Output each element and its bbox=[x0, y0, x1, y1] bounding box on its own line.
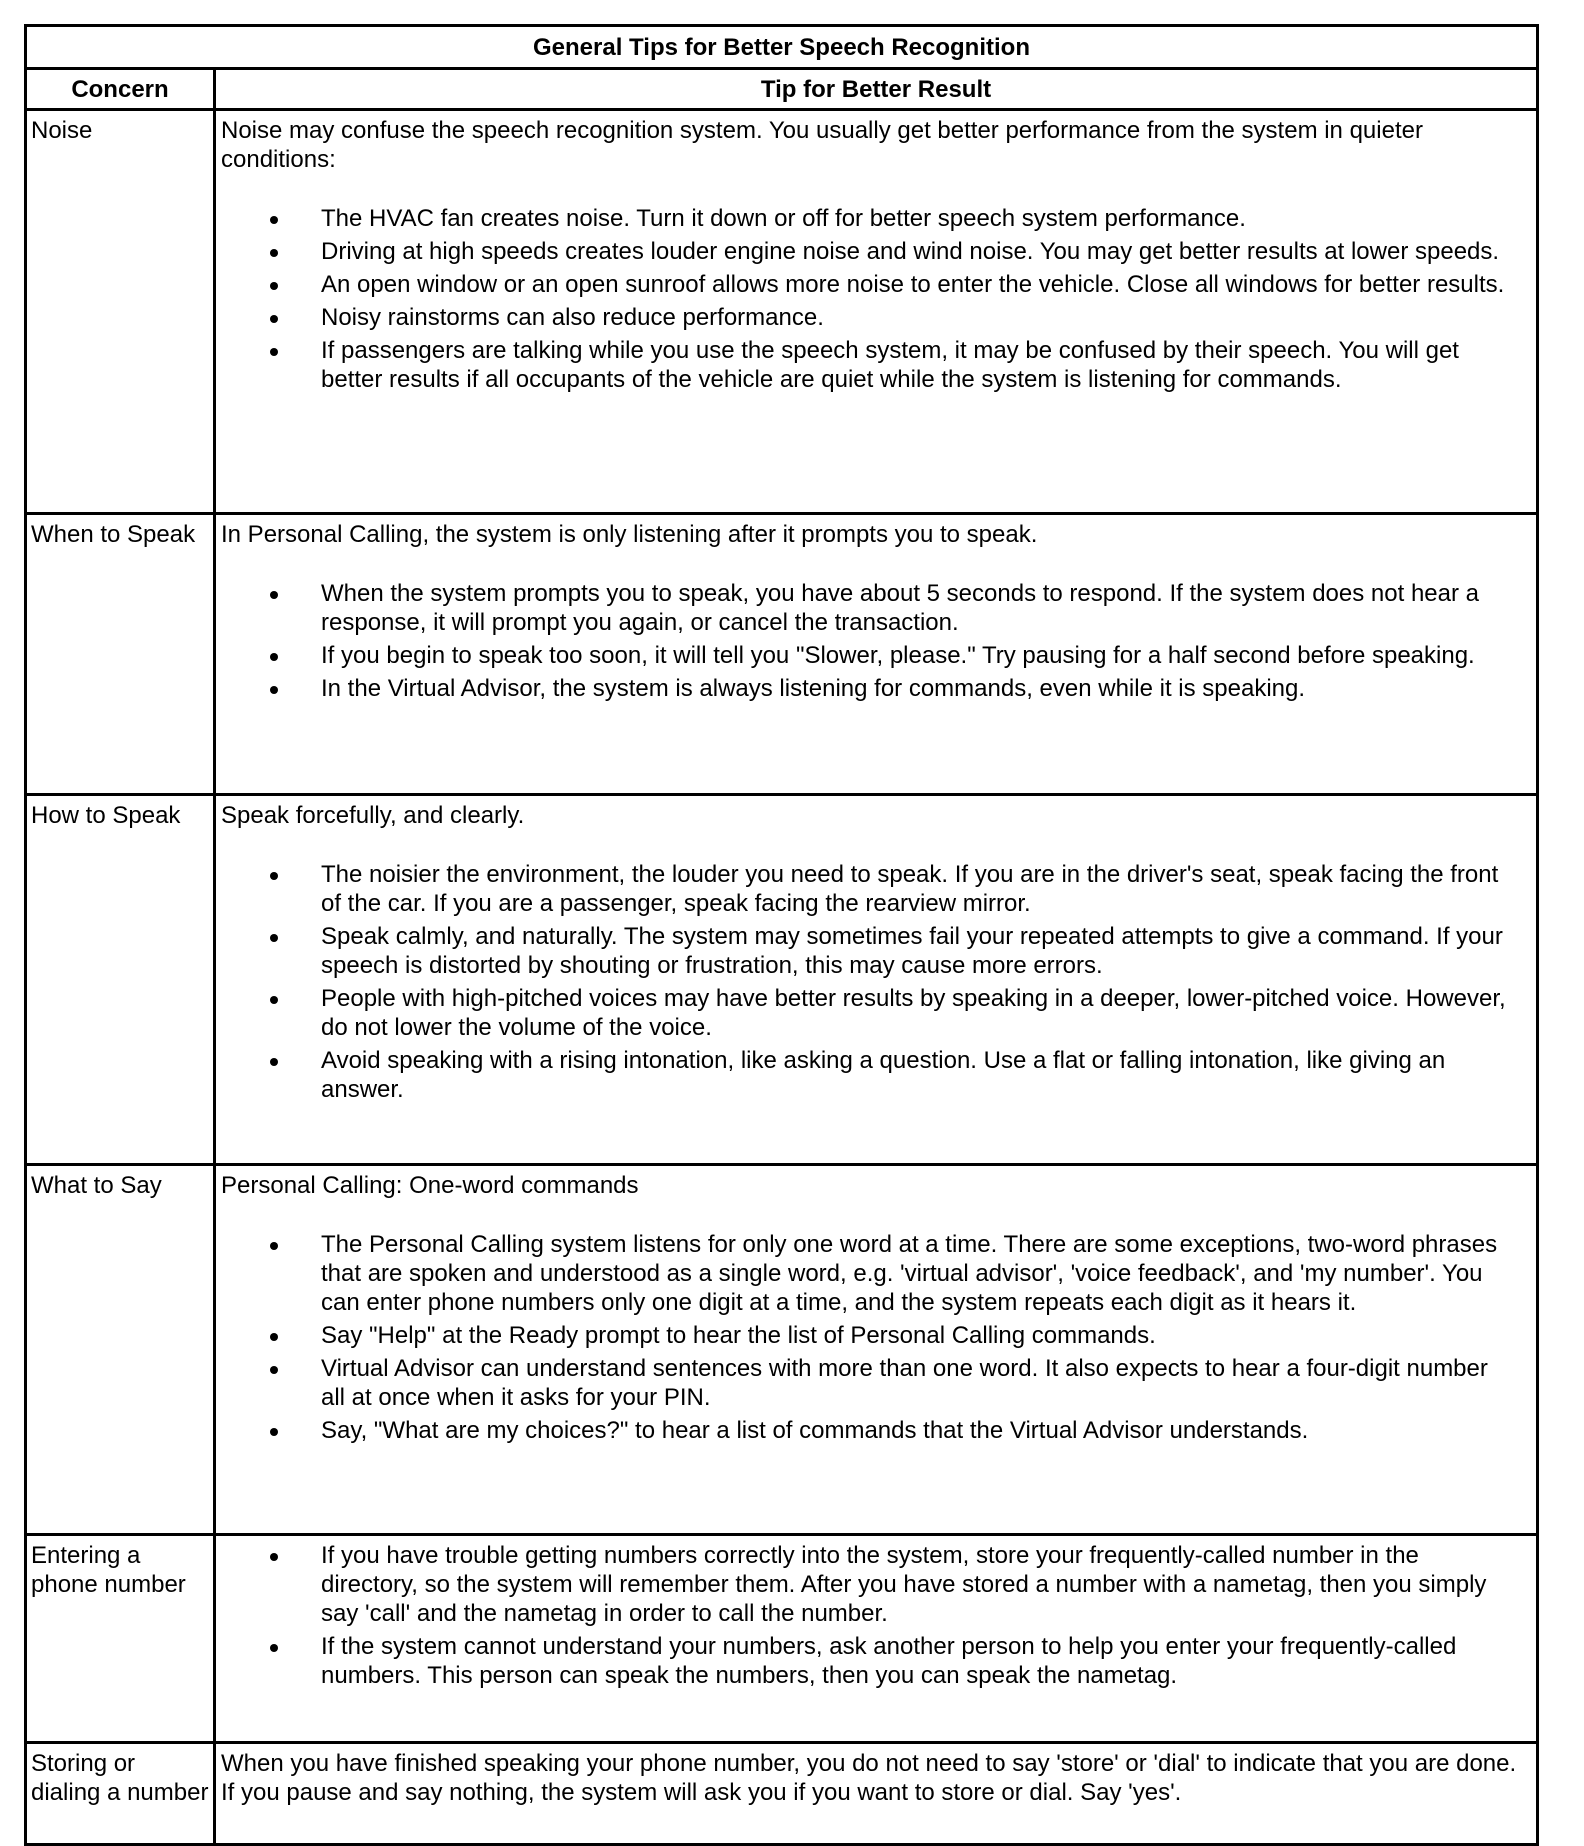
bullet-text: If you have trouble getting numbers correctly into the system, store your frequently-called number in the directory, so the system will remember them. After you have stored a number with a nametag, then you simply say 'call' and the nametag in order to call the number. bbox=[321, 1542, 1487, 1627]
bullet-text: The HVAC fan creates noise. Turn it down or off for better speech system performance. bbox=[321, 205, 1246, 232]
bullet-text: When the system prompts you to speak, you have about 5 seconds to respond. If the system does not hear a response, it will prompt you again, or cancel the transaction. bbox=[321, 580, 1479, 636]
table-row bbox=[26, 1165, 1538, 1535]
tip-cell bbox=[215, 795, 1538, 1165]
bullet-icon bbox=[270, 1428, 278, 1436]
tip-intro: In Personal Calling, the system is only listening after it prompts you to speak. bbox=[221, 521, 1038, 548]
list-item bbox=[221, 674, 1518, 703]
bullet-icon bbox=[270, 1242, 278, 1250]
table-title: General Tips for Better Speech Recognition bbox=[26, 26, 1538, 69]
bullet-text: Driving at high speeds creates louder engine noise and wind noise. You may get better results at lower speeds. bbox=[321, 238, 1500, 265]
list-item bbox=[221, 204, 1518, 233]
bullet-text: The noisier the environment, the louder you need to speak. If you are in the driver's seat, speak facing the front of the car. If you are a passenger, speak facing the rearview mirror. bbox=[321, 861, 1499, 917]
list-item bbox=[221, 641, 1518, 670]
concern-cell: How to Speak bbox=[26, 795, 215, 1165]
bullet-icon bbox=[270, 1058, 278, 1066]
tip-bullet-list bbox=[221, 579, 1518, 703]
concern-cell: What to Say bbox=[26, 1165, 215, 1535]
table-row bbox=[26, 1743, 1538, 1845]
bullet-text: Virtual Advisor can understand sentences with more than one word. It also expects to hear a four-digit number all at once when it asks for your PIN. bbox=[321, 1355, 1488, 1411]
bullet-text: If the system cannot understand your numbers, ask another person to help you enter your frequently-called numbers. This person can speak the numbers, then you can speak the nametag. bbox=[321, 1633, 1457, 1689]
list-item bbox=[221, 1416, 1518, 1445]
list-item bbox=[221, 1354, 1518, 1412]
tip-cell bbox=[215, 1743, 1538, 1845]
list-item bbox=[221, 303, 1518, 332]
bullet-icon bbox=[270, 653, 278, 661]
list-item bbox=[221, 1321, 1518, 1350]
list-item bbox=[221, 1230, 1518, 1317]
list-item bbox=[221, 1632, 1518, 1690]
list-item bbox=[221, 922, 1518, 980]
tip-bullet-list bbox=[221, 204, 1518, 394]
bullet-icon bbox=[270, 249, 278, 257]
bullet-icon bbox=[270, 934, 278, 942]
bullet-icon bbox=[270, 591, 278, 599]
tip-bullet-list bbox=[221, 860, 1518, 1104]
bullet-text: Speak calmly, and naturally. The system may sometimes fail your repeated attempts to give a command. If your speech is distorted by shouting or frustration, this may cause more errors. bbox=[321, 923, 1503, 979]
bullet-text: Noisy rainstorms can also reduce performance. bbox=[321, 304, 824, 331]
bullet-icon bbox=[270, 996, 278, 1004]
bullet-text: Say "Help" at the Ready prompt to hear the list of Personal Calling commands. bbox=[321, 1322, 1156, 1349]
tip-intro: Speak forcefully, and clearly. bbox=[221, 802, 525, 829]
bullet-text: People with high-pitched voices may have better results by speaking in a deeper, lower-pitched voice. However, do not lower the volume of the voice. bbox=[321, 985, 1506, 1041]
bullet-icon bbox=[270, 282, 278, 290]
concern-cell: When to Speak bbox=[26, 514, 215, 795]
bullet-icon bbox=[270, 1644, 278, 1652]
bullet-text: The Personal Calling system listens for only one word at a time. There are some exceptions, two-word phrases that are spoken and understood as a single word, e.g. 'virtual advisor', 'voice feedback', and 'my number'. You can enter phone numbers only one digit at a time, and the system repeats each digit as it hears it. bbox=[321, 1231, 1498, 1316]
table-row bbox=[26, 514, 1538, 795]
bullet-icon bbox=[270, 1333, 278, 1341]
tip-cell bbox=[215, 110, 1538, 514]
concern-cell: Entering a phone number bbox=[26, 1535, 215, 1743]
table-header-row bbox=[26, 69, 1538, 110]
tip-bullet-list bbox=[221, 1541, 1518, 1690]
list-item bbox=[221, 860, 1518, 918]
column-header-tip: Tip for Better Result bbox=[215, 69, 1538, 110]
concern-cell: Storing or dialing a number bbox=[26, 1743, 215, 1845]
table-row bbox=[26, 795, 1538, 1165]
table-title-row bbox=[26, 26, 1538, 69]
tip-intro: Personal Calling: One-word commands bbox=[221, 1172, 639, 1199]
bullet-text: Say, "What are my choices?" to hear a list of commands that the Virtual Advisor understands. bbox=[321, 1417, 1309, 1444]
table-row bbox=[26, 110, 1538, 514]
bullet-icon bbox=[270, 872, 278, 880]
bullet-text: Avoid speaking with a rising intonation, like asking a question. Use a flat or falling intonation, like giving an answer. bbox=[321, 1047, 1446, 1103]
list-item bbox=[221, 579, 1518, 637]
tip-intro: Noise may confuse the speech recognition system. You usually get better performance from the system in quieter conditions: bbox=[221, 117, 1423, 173]
column-header-concern: Concern bbox=[26, 69, 215, 110]
table-row bbox=[26, 1535, 1538, 1743]
bullet-text: An open window or an open sunroof allows more noise to enter the vehicle. Close all windows for better results. bbox=[321, 271, 1505, 298]
bullet-icon bbox=[270, 1553, 278, 1561]
list-item bbox=[221, 270, 1518, 299]
bullet-icon bbox=[270, 686, 278, 694]
tip-cell bbox=[215, 514, 1538, 795]
bullet-icon bbox=[270, 315, 278, 323]
bullet-icon bbox=[270, 216, 278, 224]
list-item bbox=[221, 336, 1518, 394]
bullet-text: In the Virtual Advisor, the system is always listening for commands, even while it is speaking. bbox=[321, 675, 1306, 702]
bullet-text: If you begin to speak too soon, it will tell you "Slower, please." Try pausing for a half second before speaking. bbox=[321, 642, 1475, 669]
tip-bullet-list bbox=[221, 1230, 1518, 1445]
list-item bbox=[221, 984, 1518, 1042]
concern-cell: Noise bbox=[26, 110, 215, 514]
tip-intro: When you have finished speaking your phone number, you do not need to say 'store' or 'dial' to indicate that you are done. If you pause and say nothing, the system will ask you if you want to store or dial. Say 'yes'. bbox=[221, 1750, 1517, 1806]
list-item bbox=[221, 237, 1518, 266]
speech-tips-table bbox=[24, 24, 1539, 1846]
list-item bbox=[221, 1046, 1518, 1104]
tip-cell bbox=[215, 1535, 1538, 1743]
bullet-text: If passengers are talking while you use the speech system, it may be confused by their speech. You will get better results if all occupants of the vehicle are quiet while the system is listening for commands. bbox=[321, 337, 1459, 393]
list-item bbox=[221, 1541, 1518, 1628]
bullet-icon bbox=[270, 1366, 278, 1374]
bullet-icon bbox=[270, 348, 278, 356]
tip-cell bbox=[215, 1165, 1538, 1535]
